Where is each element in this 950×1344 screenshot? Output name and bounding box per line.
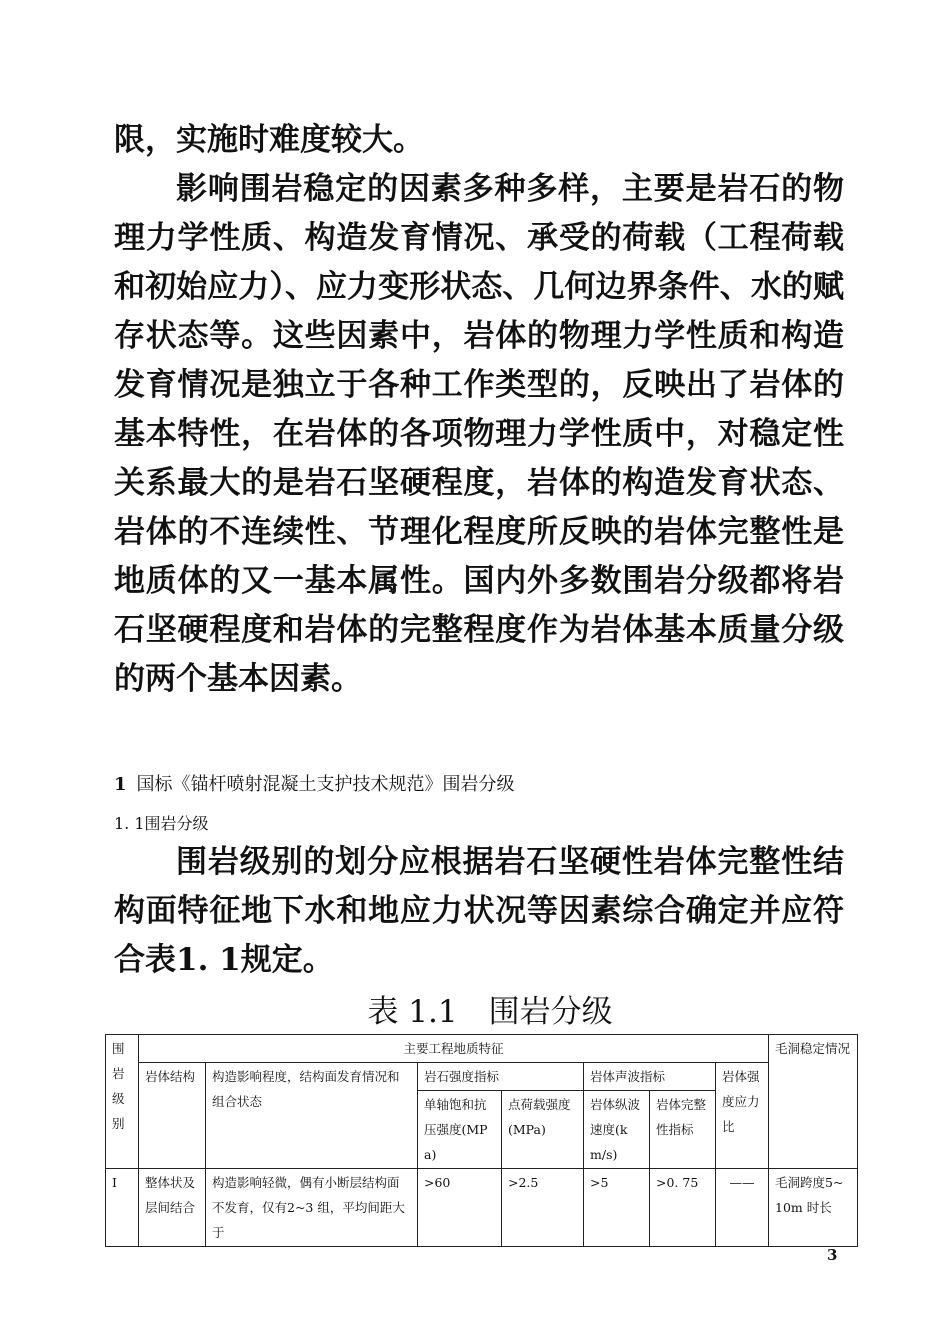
cell-point-load: >2.5: [502, 1169, 584, 1247]
header-ucs: 单轴饱和抗压强度(MPa): [418, 1091, 502, 1169]
table-row: [106, 1169, 858, 1247]
header-stress-ratio: 岩体强度应力比: [716, 1063, 769, 1169]
cell-ucs: >60: [418, 1169, 502, 1247]
section-title: 国标《锚杆喷射混凝土支护技术规范》围岩分级: [136, 774, 515, 795]
table-title: 表 1.1 围岩分级: [367, 994, 613, 1030]
cell-stability: 毛洞跨度5~10m 时长: [769, 1169, 858, 1247]
header-point-load: 点荷载强度(MPa): [502, 1091, 584, 1169]
cell-integrity: >0. 75: [650, 1169, 716, 1247]
cell-stress-ratio: ——: [716, 1169, 769, 1247]
cell-vp: >5: [584, 1169, 650, 1247]
paragraph-continuation: 限，实施时难度较大。: [114, 122, 424, 158]
header-acoustic-group: 岩体声波指标: [584, 1063, 716, 1091]
header-integrity: 岩体完整性指标: [650, 1091, 716, 1169]
cell-structure: 整体状及层间结合: [139, 1169, 206, 1247]
cell-tectonic: 构造影响轻微，偶有小断层结构面不发育，仅有2~3 组，平均间距大于: [206, 1169, 418, 1247]
header-tectonic: 构造影响程度，结构面发育情况和组合状态: [206, 1063, 418, 1169]
header-stability: 毛洞稳定情况: [769, 1035, 858, 1169]
rock-classification-table: [105, 1034, 858, 1247]
subsection-heading-1-1: 1. 1围岩分级: [114, 814, 209, 833]
section-number: 1: [114, 774, 127, 795]
header-main-features: 主要工程地质特征: [139, 1035, 769, 1063]
paragraph-influencing-factors: 影响围岩稳定的因素多种多样，主要是岩石的物理力学性质、构造发育情况、承受的荷载（工程荷载和初始应力）、应力变形状态、几何边界条件、水的赋存状态等。这些因素中，岩体的物理力学性质和构造发育情况是独立于各种工作类型的，反映出了岩体的基本特性，在岩体的各项物理力学性质中，对稳定性关系最大的是岩石坚硬程度，岩体的构造发育状态、岩体的不连续性、节理化程度所反映的岩体完整性是地质体的又一基本属性。国内外多数围岩分级都将岩石坚硬程度和岩体的完整程度作为岩体基本质量分级的两个基本因素。: [114, 171, 844, 697]
header-strength-group: 岩石强度指标: [418, 1063, 584, 1091]
page-number: 3: [827, 1246, 838, 1264]
header-structure: 岩体结构: [139, 1063, 206, 1169]
cell-grade: I: [106, 1169, 139, 1247]
section-heading-1: [114, 772, 515, 798]
table-header-row-2: [106, 1063, 858, 1091]
header-vp: 岩体纵波速度(km/s): [584, 1091, 650, 1169]
paragraph-classification-rule: 围岩级别的划分应根据岩石坚硬性岩体完整性结构面特征地下水和地应力状况等因素综合确定并应符合表1. 1规定。: [114, 844, 844, 978]
header-grade: 围岩级别: [106, 1035, 139, 1169]
table-header-row-1: [106, 1035, 858, 1063]
